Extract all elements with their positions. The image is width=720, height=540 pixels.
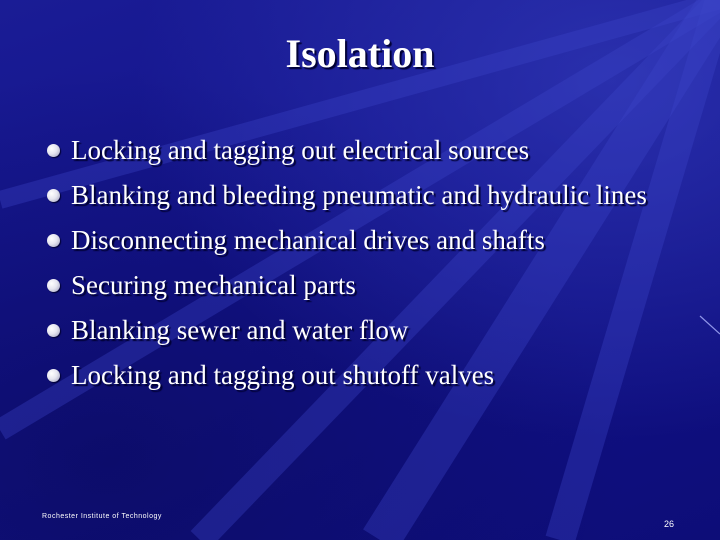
round-bullet-icon bbox=[47, 324, 60, 337]
round-bullet-icon bbox=[47, 189, 60, 202]
bullet-text: Disconnecting mechanical drives and shafts bbox=[71, 225, 545, 255]
bullet-item bbox=[44, 353, 684, 398]
slide-title: Isolation bbox=[285, 31, 435, 76]
bullet-list bbox=[44, 128, 684, 398]
page-number: 26 bbox=[664, 519, 675, 529]
round-bullet-icon bbox=[47, 279, 60, 292]
round-bullet-icon bbox=[47, 234, 60, 247]
bullet-item bbox=[44, 218, 684, 263]
bullet-text: Locking and tagging out electrical sources bbox=[71, 135, 530, 165]
bullet-text: Blanking sewer and water flow bbox=[71, 315, 409, 345]
bullet-item bbox=[44, 308, 684, 353]
bullet-item bbox=[44, 263, 684, 308]
bullet-text: Locking and tagging out shutoff valves bbox=[71, 360, 495, 390]
bullet-item bbox=[44, 173, 684, 218]
bullet-text: Blanking and bleeding pneumatic and hydraulic lines bbox=[71, 180, 647, 210]
bullet-item bbox=[44, 128, 684, 173]
bullet-text: Securing mechanical parts bbox=[71, 270, 356, 300]
accent-line bbox=[700, 316, 720, 334]
round-bullet-icon bbox=[47, 369, 60, 382]
footer-text: Rochester Institute of Technology bbox=[42, 513, 162, 520]
round-bullet-icon bbox=[47, 144, 60, 157]
